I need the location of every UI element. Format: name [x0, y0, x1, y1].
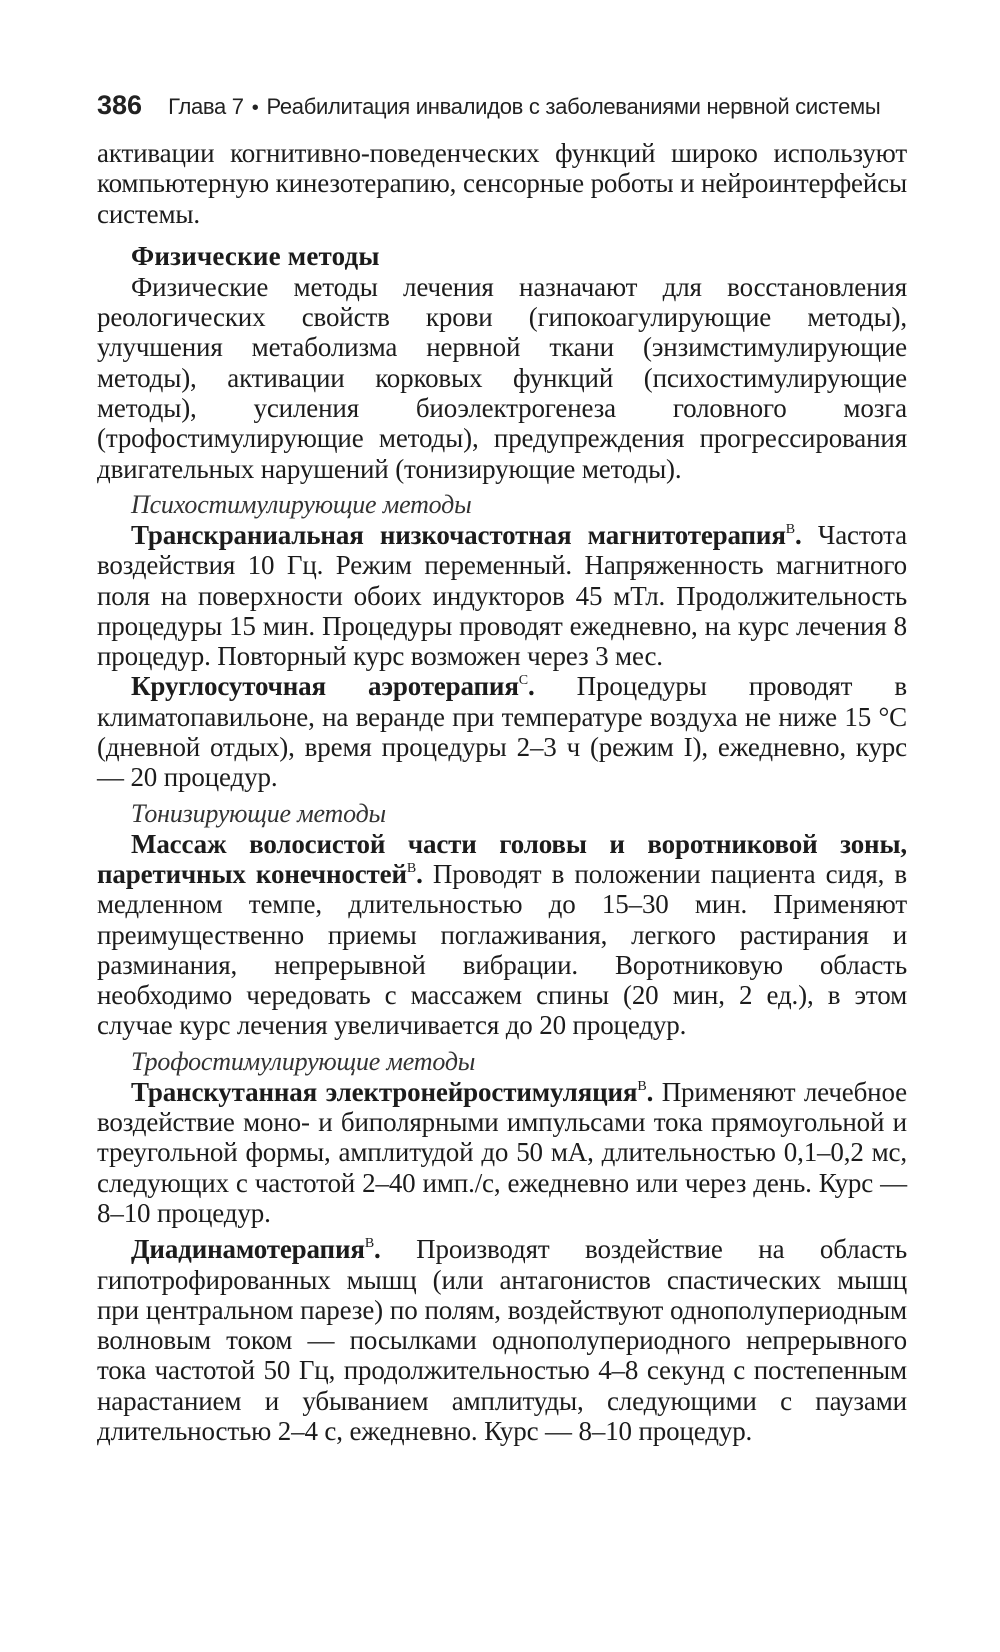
intro-paragraph: активации когнитивно-поведенческих функций широко используют компьютерную кинезотерапию, сенсорные роботы и нейроинтерфейсы системы.	[97, 138, 907, 229]
method-name: Диадинамотерапия	[131, 1234, 365, 1265]
group-title: Тонизирующие методы	[131, 798, 386, 828]
evidence-grade: C	[518, 673, 528, 689]
method-paragraph	[97, 829, 907, 1041]
method-paragraph	[97, 1234, 907, 1446]
page-number: 386	[97, 90, 143, 120]
evidence-grade: B	[637, 1078, 647, 1094]
method-name-end: .	[416, 858, 423, 889]
evidence-grade: B	[406, 860, 417, 876]
method-description: Процедуры проводят в климатопавильоне, на веранде при температуре воздуха не ниже 15 °C (дневной отдых), время процедуры 2–3 ч (режим I), ежедневно, курс — 20 процедур.	[97, 671, 907, 793]
running-header	[97, 90, 907, 138]
method-name-end: .	[646, 1076, 654, 1107]
section-title: Физические методы	[131, 240, 380, 271]
method-description: Проводят в положении пациента сидя, в медленном темпе, длительностью до 15–30 мин. Применяют преимущественно приемы поглаживания, легкого растирания и разминания, непрерывной вибрации. Воротниковую область необходимо чередовать с массажем спины (20 мин, 2 ед.), в этом случае курс лечения увеличивается до 20 процедур.	[97, 858, 907, 1041]
group-title: Психостимулирующие методы	[131, 489, 472, 519]
evidence-grade: B	[785, 521, 795, 537]
section-intro-paragraph: Физические методы лечения назначают для восстановления реологических свойств крови (гипокоагулирующие методы), улучшения метаболизма нервной ткани (энзимстимулирующие методы), активации корковых функций (психостимулирующие методы), усиления биоэлектрогенеза головного мозга (трофостимулирующие методы), предупреждения прогрессирования двигательных нарушений (тонизирующие методы).	[97, 271, 907, 484]
method-paragraph	[97, 520, 907, 671]
group-title: Трофостимулирующие методы	[131, 1046, 476, 1076]
method-name-end: .	[527, 671, 535, 702]
chapter-label: Глава 7	[168, 94, 244, 119]
method-description: Применяют лечебное воздействие моно- и биполярными импульсами тока прямоугольной и треугольной формы, амплитудой до 50 мА, длительностью 0,1–0,2 мс, следующих с частотой 2–40 имп./с, ежедневно или через день. Курс — 8–10 процедур.	[97, 1076, 907, 1228]
bullet-separator: •	[251, 97, 259, 119]
method-name: Транскутанная электронейростимуляция	[131, 1076, 638, 1107]
method-paragraph	[97, 671, 907, 792]
method-name-end: .	[795, 519, 802, 550]
method-name: Круглосуточная аэротерапия	[131, 671, 519, 702]
chapter-title: Реабилитация инвалидов с заболеваниями нервной системы	[266, 94, 881, 119]
method-description: Производят воздействие на область гипотрофированных мышц (или антагонистов спастических мышц при центральном парезе) по полям, воздействуют однополупериодным волновым током — посылками однополупериодного непрерывного тока частотой 50 Гц, продолжительностью 4–8 секунд с постепенным нарастанием и убыванием амплитуды, следующими с паузами длительностью 2–4 с, ежедневно. Курс — 8–10 процедур.	[97, 1234, 907, 1446]
method-name: Массаж волосистой части головы и воротниковой зоны, паретичных конечностей	[97, 828, 907, 889]
book-page	[97, 90, 907, 1446]
method-name-end: .	[374, 1234, 381, 1265]
method-paragraph	[97, 1077, 907, 1228]
method-name: Транскраниальная низкочастотная магнитотерапия	[131, 519, 786, 550]
method-description: Частота воздействия 10 Гц. Режим переменный. Напряженность магнитного поля на поверхности обоих индукторов 45 мТл. Продолжительность процедуры 15 мин. Процедуры проводят ежедневно, на курс лечения 8 процедур. Повторный курс возможен через 3 мес.	[97, 519, 907, 672]
evidence-grade: B	[364, 1236, 375, 1252]
